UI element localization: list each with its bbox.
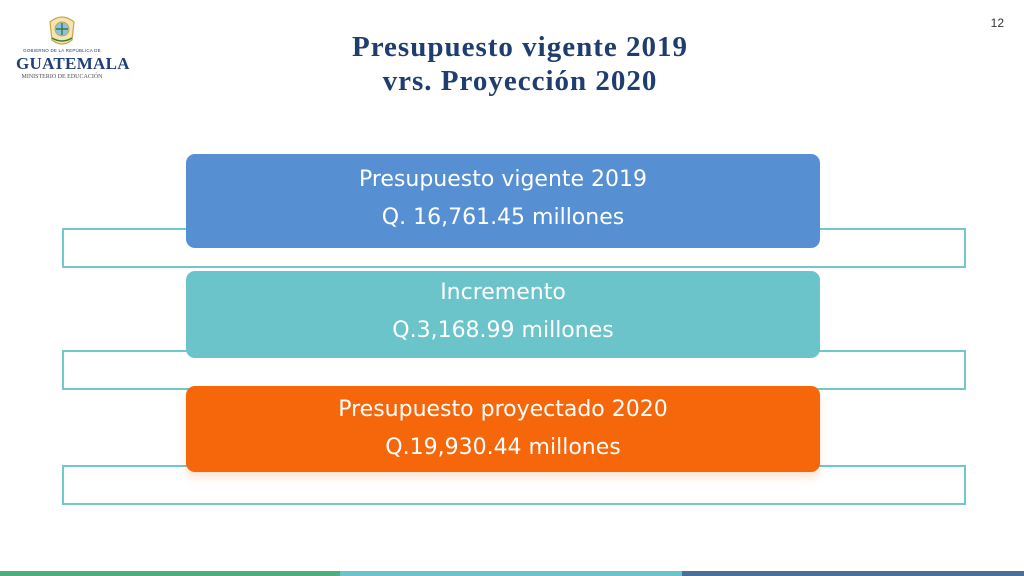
slide-title <box>250 30 790 98</box>
footer-segment-blue <box>682 571 1024 576</box>
logo-government-line: GOBIERNO DE LA REPÚBLICA DE <box>23 48 101 53</box>
footer-segment-green <box>0 571 340 576</box>
projected-2020-label: Presupuesto proyectado 2020 <box>338 397 668 422</box>
footer-segment-teal <box>340 571 682 576</box>
slide-title-line-2: vrs. Proyección 2020 <box>382 65 658 97</box>
slide-number: 12 <box>990 16 1004 30</box>
coat-of-arms-icon <box>46 14 78 48</box>
footer-color-bar <box>0 571 1024 576</box>
slide-title-line-1: Presupuesto vigente 2019 <box>351 31 688 63</box>
budget-2019-label: Presupuesto vigente 2019 <box>358 167 648 192</box>
budget-2019-block <box>186 154 820 248</box>
projected-2020-value: Q.19,930.44 millones <box>385 435 621 460</box>
increment-value: Q.3,168.99 millones <box>392 318 614 343</box>
logo-ministry-name: MINISTERIO DE EDUCACIÓN <box>21 74 103 80</box>
increment-label: Incremento <box>440 280 566 305</box>
ministry-logo <box>16 14 130 84</box>
increment-block <box>186 271 820 358</box>
projected-2020-block <box>186 386 820 472</box>
logo-country-name: GUATEMALA <box>16 54 130 73</box>
budget-2019-value: Q. 16,761.45 millones <box>381 205 625 230</box>
